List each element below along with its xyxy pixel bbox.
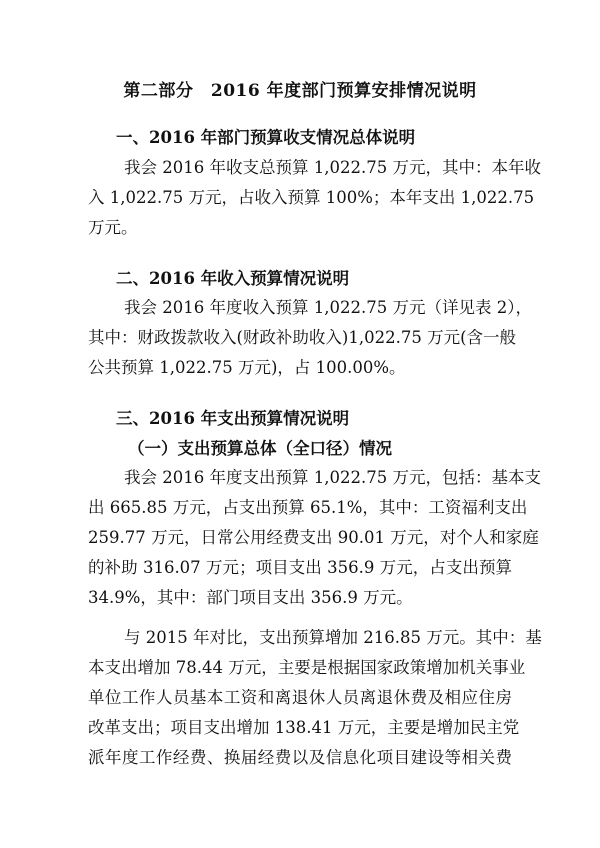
section-heading-3: 三、2016 年支出预算情况说明 bbox=[116, 409, 350, 428]
para-1-line-5: 34.9%，其中：部门项目支出 356.9 万元。 bbox=[88, 588, 413, 607]
section-heading-1: 一、2016 年部门预算收支情况总体说明 bbox=[116, 128, 416, 147]
section-2-line-1: 我会 2016 年度收入预算 1,022.75 万元（详见表 2）， bbox=[124, 298, 532, 317]
para-2-line-2: 本支出增加 78.44 万元，主要是根据国家政策增加机关事业 bbox=[88, 658, 526, 677]
para-1-line-2: 出 665.85 万元，占支出预算 65.1%，其中：工资福利支出 bbox=[88, 498, 528, 517]
para-1-line-4: 的补助 316.07 万元；项目支出 356.9 万元，占支出预算 bbox=[88, 558, 512, 577]
section-1-line-3: 万元。 bbox=[88, 218, 138, 237]
para-2-line-4: 改革支出；项目支出增加 138.41 万元，主要是增加民主党 bbox=[88, 718, 520, 737]
section-2-line-2: 其中：财政拨款收入(财政补助收入)1,022.75 万元(含一般 bbox=[88, 328, 517, 347]
para-1-line-1: 我会 2016 年度支出预算 1,022.75 万元，包括：基本支 bbox=[124, 468, 541, 487]
para-1-line-3: 259.77 万元，日常公用经费支出 90.01 万元，对个人和家庭 bbox=[88, 528, 539, 547]
page-title: 第二部分 2016 年度部门预算安排情况说明 bbox=[123, 81, 477, 101]
section-1-line-2: 入 1,022.75 万元，占收入预算 100%；本年支出 1,022.75 bbox=[88, 188, 535, 207]
section-2-line-3: 公共预算 1,022.75 万元)，占 100.00%。 bbox=[88, 358, 406, 377]
para-2-line-5: 派年度工作经费、换届经费以及信息化项目建设等相关费 bbox=[88, 748, 512, 767]
section-1-line-1: 我会 2016 年收支总预算 1,022.75 万元，其中：本年收 bbox=[124, 158, 541, 177]
para-2-line-1: 与 2015 年对比，支出预算增加 216.85 万元。其中：基 bbox=[124, 628, 542, 647]
section-heading-2: 二、2016 年收入预算情况说明 bbox=[116, 269, 350, 288]
para-2-line-3: 单位工作人员基本工资和离退休人员离退休费及相应住房 bbox=[88, 688, 512, 707]
section-3-subheading: （一）支出预算总体（全口径）情况 bbox=[128, 439, 392, 458]
